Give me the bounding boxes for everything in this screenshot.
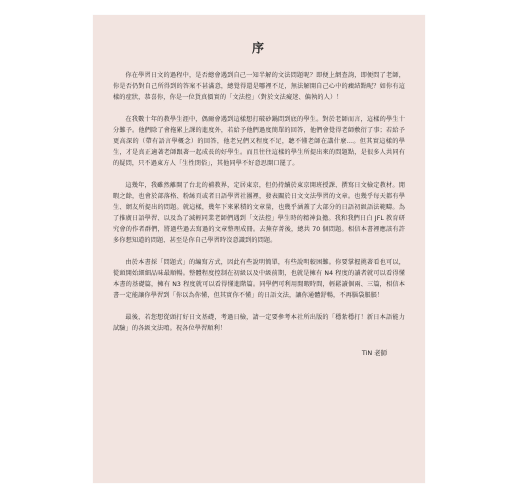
preface-paragraph-1: 你在學習日文的過程中，是否總會遇到自己一知半解的文法問題呢？即便上網查詢，即便問了老師，你是否仍對自己所得到的答案不甚滿意，總覺得還是哪裡不足，無法解開自己心中的癥結點呢？如你有這樣的症狀，恭喜你，你是一位貨真價實的「文法控」（對於文法癡迷、偏執的人）！	[113, 72, 405, 101]
preface-paragraph-3: 這幾年，我雖然離開了台北的補教界，定居東京，但仍持續於東京開班授課、撰寫日文檢定教材。閒暇之餘，也會於部落格、粉絲頁或者日語學習社團裡，發表關於日文文法學習的文章。也幾乎每天都有學生、網友所提出的問題。就這樣，幾年下來累積的文章量，也幾乎涵蓋了大部分的日語初級語法範疇。為了推廣日語學習、以及為了減輕同業老師們遇到「文法控」學生時的精神負擔。我和我們日白 JFL 教育研究會的作者群們，將過些過去寫過的文章整理成冊。去蕪存菁後，總共 70 個問題。相信本書裡應該有許多你想知道的問題、甚至是你自己學習時沒意識到的問題。	[113, 182, 405, 244]
preface-page	[93, 15, 425, 483]
preface-paragraph-5: 最後，若您想從頭打好日文基礎，考過日檢，請一定要參考本社所出版的「穩紮穩打！新日本語能力試驗」的各級文法唷。祝各位學習順利！	[113, 314, 405, 332]
preface-paragraph-4: 由於本書採「問題式」的編寫方式，因此有些說明簡單，有些說明較困難。你要掌握挑著看也可以，從頭開始細細品味最順暢。整體程度控制在初級以及中級前期，也就是擁有 N4 程度的讀者就可以看得懂本書的基礎篇，擁有 N3 程度就可以看得懂進階篇。同學們可利用閒暇時間，輕鬆讀個兩、三篇，相信本書一定能讓你學習到「你以為你懂，但其實你不懂」的日語文法，讓你通體舒暢，不再腦袋脹脹！	[113, 259, 405, 299]
author-signature: TiN 老師	[361, 349, 387, 357]
preface-paragraph-2: 在我數十年的教學生涯中，偶爾會遇到這樣想打破砂鍋問到底的學生。對於老師而言，這樣的學生十分難予。他們除了會拖累上課的進度外，若給予他們過度簡單的回答，他們會覺得老師敷衍了事；若給予更高深的（帶有語言學概念）的回答，他老兄們又程度不足，聽不懂老師在講什麼…。但其實這樣的學生，才是真正適著老師跟著一起成長的好學生。而且往往這樣的學生所提出來的問題點，是很多人共同有的疑問，只不過東方人「生性閉俗」，其他同學不好意思開口罷了。	[113, 116, 405, 167]
preface-title: 序	[251, 41, 266, 55]
